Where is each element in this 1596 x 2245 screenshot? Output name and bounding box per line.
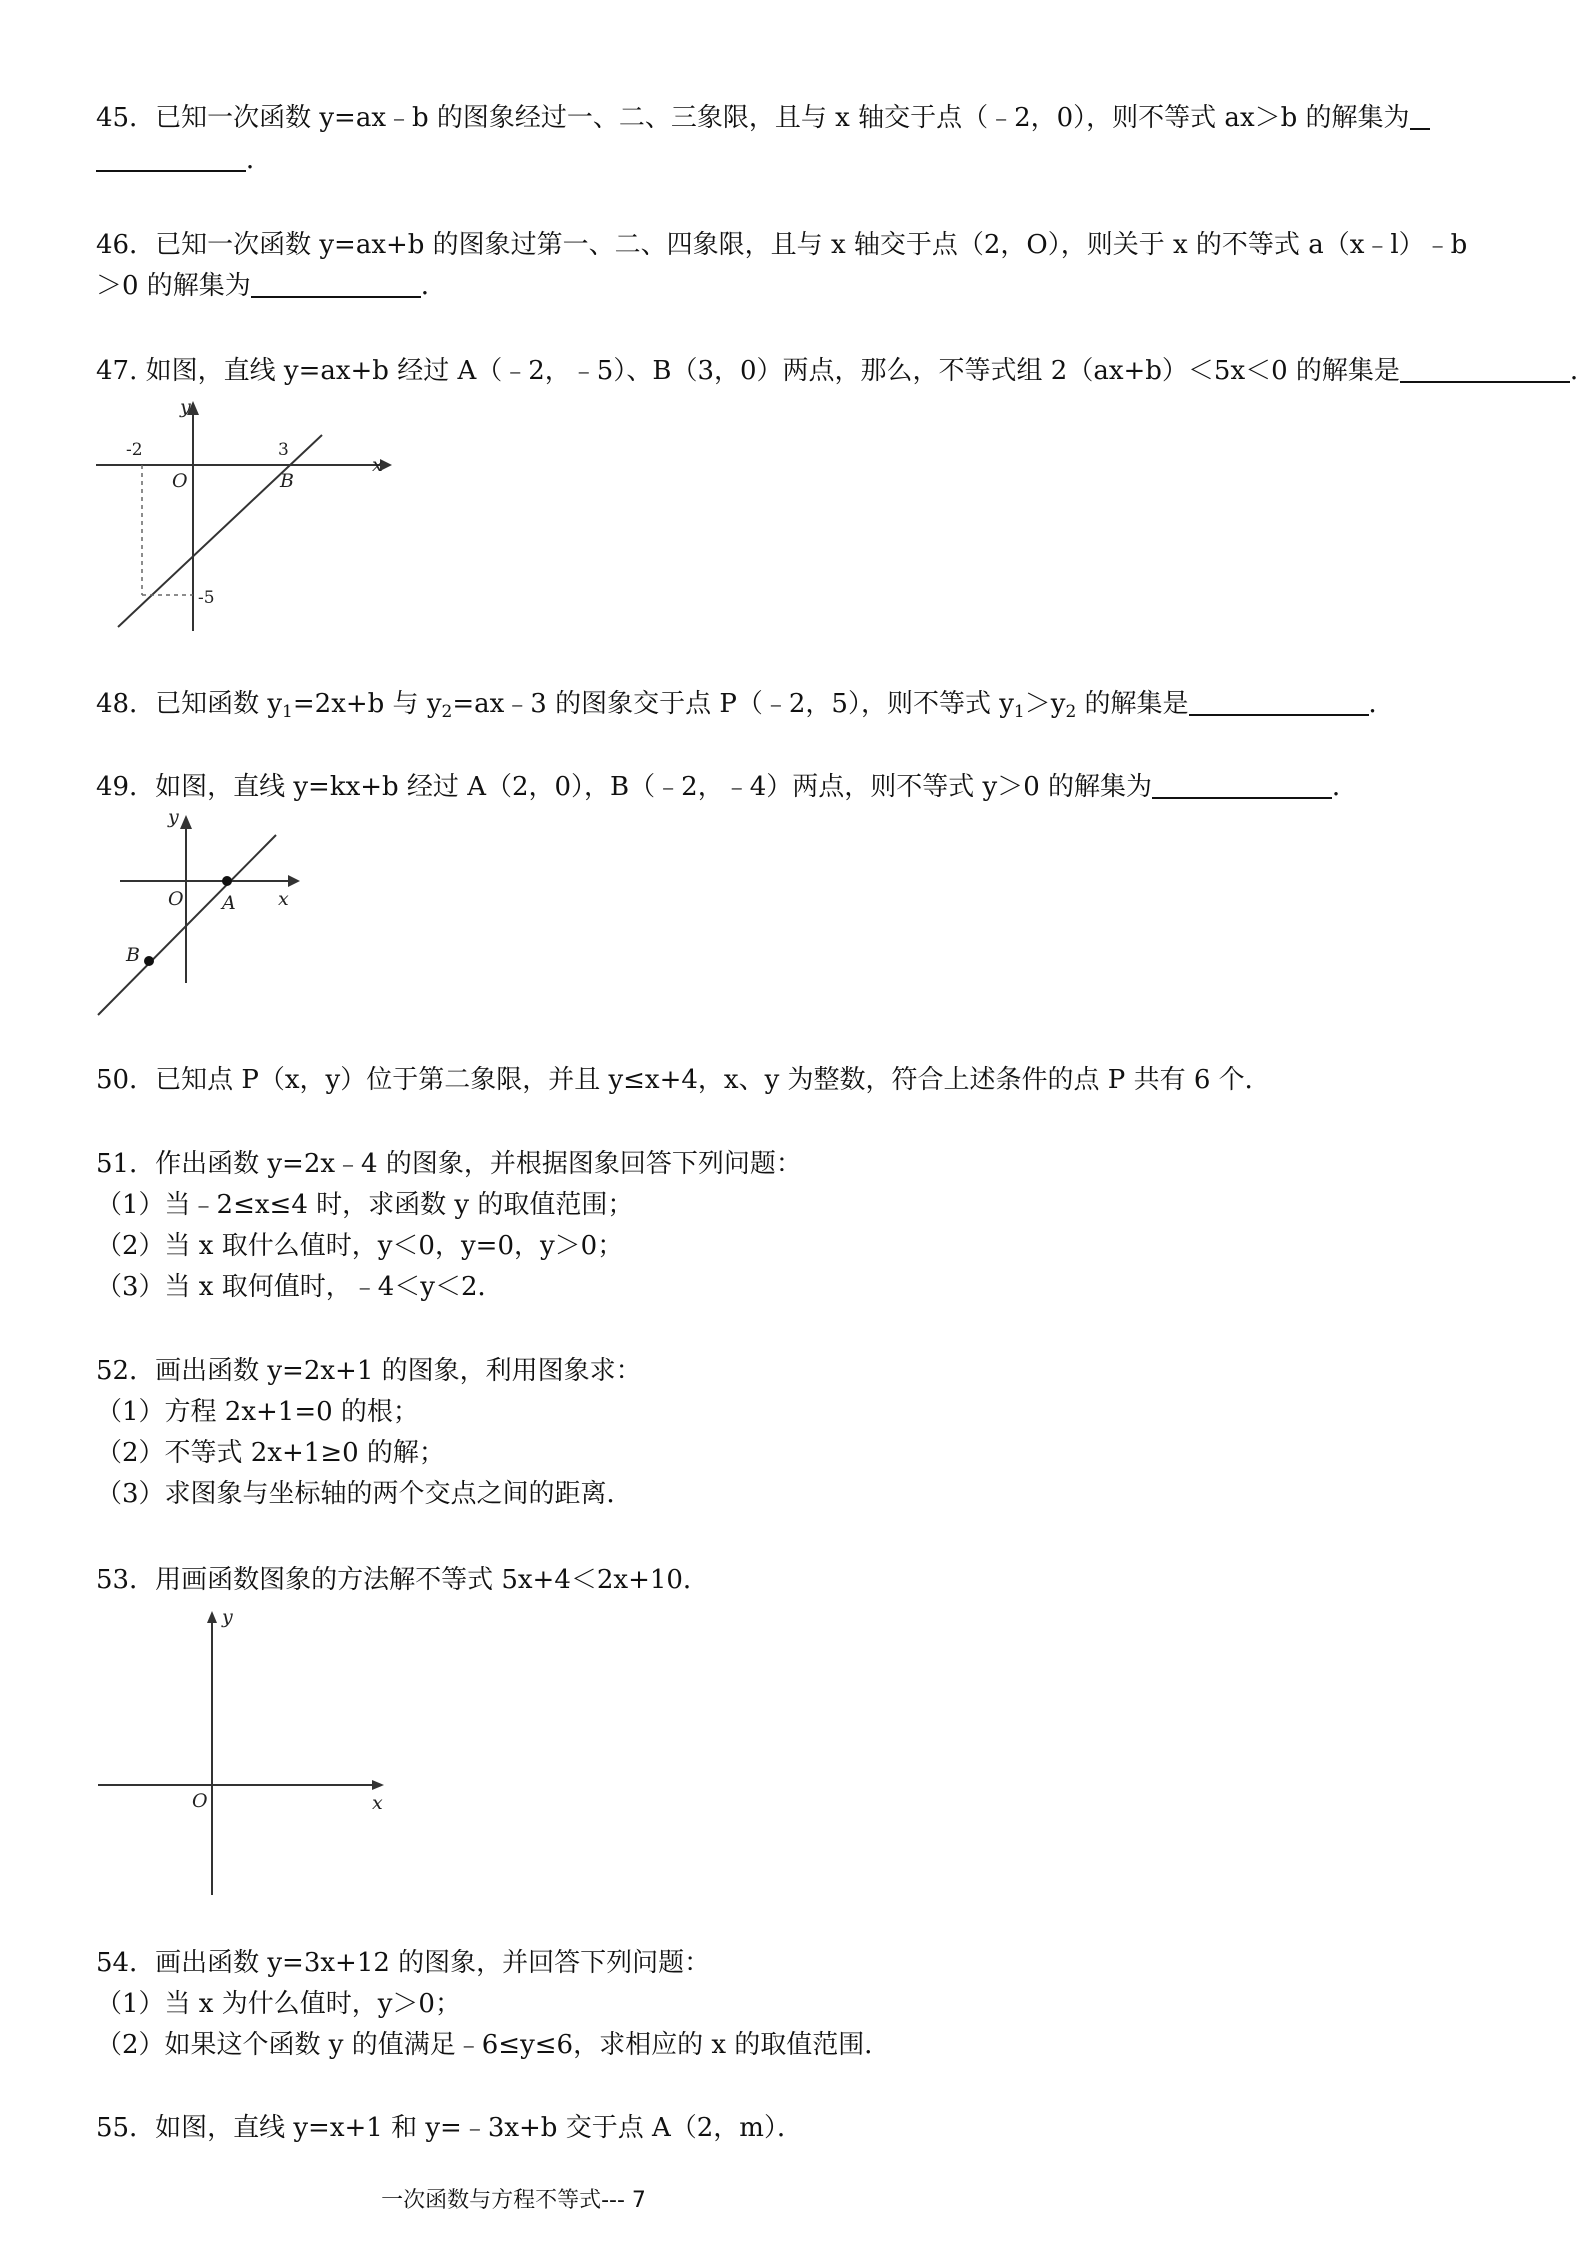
q48-text-4: ＞y <box>1024 689 1066 719</box>
q51-item-2 <box>96 1229 623 1263</box>
q48-sub-4: 2 <box>1065 702 1077 722</box>
q49-x-label: x <box>278 888 289 910</box>
q54-text: 54．画出函数 y=3x+12 的图象，并回答下列问题： <box>96 1948 711 1978</box>
q52-item-3-text: （3）求图象与坐标轴的两个交点之间的距离． <box>96 1479 633 1509</box>
q48-text-5: 的解集是 <box>1076 689 1189 719</box>
q47-y-label: y <box>180 396 191 418</box>
q53-text: 53．用画函数图象的方法解不等式 5x+4＜2x+10． <box>96 1565 709 1595</box>
page-footer: 一次函数与方程不等式--- 7 <box>381 2188 646 2213</box>
q46-answer-blank[interactable] <box>251 270 421 298</box>
q52-item-2-text: （2）不等式 2x+1≥0 的解； <box>96 1438 445 1468</box>
q49-x-arrow-icon <box>288 875 300 887</box>
q48-end: ． <box>1368 689 1395 719</box>
q48-sub-3: 1 <box>1013 702 1025 722</box>
q51-text: 51．作出函数 y=2x﹣4 的图象，并根据图象回答下列问题： <box>96 1149 802 1179</box>
q45-end: ． <box>246 145 273 175</box>
q47-end: ． <box>1569 356 1596 386</box>
q54-item-2 <box>96 2028 890 2062</box>
q48-sub-1: 1 <box>282 702 293 722</box>
q53-x-label: x <box>372 1792 383 1814</box>
q52-text: 52．画出函数 y=2x+1 的图象，利用图象求： <box>96 1356 642 1386</box>
q47-line <box>96 354 1596 388</box>
q55-text: 55．如图，直线 y=x+1 和 y=﹣3x+b 交于点 A（2，m）． <box>96 2113 803 2143</box>
q46-text: 46．已知一次函数 y=ax+b 的图象过第一、二、四象限，且与 x 轴交于点（2，O），则关于 x 的不等式 a（x﹣l）﹣b <box>96 230 1468 260</box>
q47-x-label: x <box>372 454 383 476</box>
q49-y-arrow-icon <box>180 815 192 829</box>
q47-tick-neg2: -2 <box>126 440 143 460</box>
q48-text-3: =ax﹣3 的图象交于点 P（﹣2，5），则不等式 y <box>452 689 1014 719</box>
q49-answer-blank[interactable] <box>1152 771 1332 799</box>
q47-tick-3: 3 <box>278 440 289 460</box>
q51-item-3-text: （3）当 x 取何值时，﹣4＜y＜2． <box>96 1272 504 1302</box>
q50-text: 50．已知点 P（x，y）位于第二象限，并且 y≤x+4，x、y 为整数，符合上述条件的点 P 共有 6 个． <box>96 1065 1271 1095</box>
q53-origin-label: O <box>192 1790 208 1812</box>
q48-line <box>96 687 1395 721</box>
q49-point-a-label: A <box>222 892 236 914</box>
q46-line1 <box>96 228 1467 262</box>
q52-item-3 <box>96 1477 633 1511</box>
q45-answer-blank[interactable] <box>96 144 246 172</box>
q48-text-2: =2x+b 与 y <box>292 689 442 719</box>
q54-title <box>96 1946 710 1980</box>
q45-text: 45．已知一次函数 y=ax﹣b 的图象经过一、二、三象限，且与 x 轴交于点（﹣2，0），则不等式 ax＞b 的解集为 <box>96 103 1410 133</box>
q47-text: 47. 如图，直线 y=ax+b 经过 A（﹣2，﹣5）、B（3，0）两点，那么，不等式组 2（ax+b）＜5x＜0 的解集是 <box>96 356 1400 386</box>
q49-y-label: y <box>168 806 179 828</box>
q51-item-1 <box>96 1188 633 1222</box>
q53-x-arrow-icon <box>372 1780 384 1790</box>
q49-line <box>96 770 1358 804</box>
q51-item-3 <box>96 1270 504 1304</box>
q45-line2 <box>96 143 272 177</box>
q48-answer-blank[interactable] <box>1189 688 1369 716</box>
q51-item-2-text: （2）当 x 取什么值时，y＜0，y=0，y＞0； <box>96 1231 624 1261</box>
q47-figure <box>90 395 410 635</box>
q49-end: ． <box>1332 772 1359 802</box>
q45-line1 <box>96 101 1430 135</box>
q49-point-b-label: B <box>126 944 140 966</box>
q49-point-b <box>144 956 154 966</box>
q51-title <box>96 1147 802 1181</box>
q47-tick-neg5: -5 <box>198 588 215 608</box>
q52-item-1-text: （1）方程 2x+1=0 的根； <box>96 1397 419 1427</box>
q52-item-1 <box>96 1395 419 1429</box>
q53-title <box>96 1563 709 1597</box>
q54-item-1-text: （1）当 x 为什么值时，y＞0； <box>96 1989 461 2019</box>
q49-point-a <box>222 876 232 886</box>
q52-title <box>96 1354 642 1388</box>
q53-y-label: y <box>222 1606 233 1628</box>
q46-end: ． <box>420 271 447 301</box>
q46-line2 <box>96 269 447 303</box>
q54-item-1 <box>96 1987 461 2021</box>
q48-text-1: 48．已知函数 y <box>96 689 283 719</box>
q51-item-1-text: （1）当﹣2≤x≤4 时，求函数 y 的取值范围； <box>96 1190 634 1220</box>
q53-figure <box>90 1605 400 1900</box>
q49-origin-label: O <box>168 888 184 910</box>
q53-y-arrow-icon <box>207 1611 217 1623</box>
q45-answer-blank-start[interactable] <box>1410 102 1430 130</box>
q49-text: 49．如图，直线 y=kx+b 经过 A（2，0），B（﹣2，﹣4）两点，则不等式 y＞0 的解集为 <box>96 772 1153 802</box>
q47-answer-blank[interactable] <box>1400 355 1570 383</box>
q48-sub-2: 2 <box>441 702 453 722</box>
q47-origin-label: O <box>172 470 188 492</box>
q55-title <box>96 2111 803 2145</box>
q52-item-2 <box>96 1436 445 1470</box>
q46-text2: ＞0 的解集为 <box>96 271 251 301</box>
q49-figure <box>90 805 320 1020</box>
q47-point-b-label: B <box>280 470 294 492</box>
q47-line-graph <box>118 435 322 627</box>
q50-line <box>96 1063 1271 1097</box>
q54-item-2-text: （2）如果这个函数 y 的值满足﹣6≤y≤6，求相应的 x 的取值范围． <box>96 2030 891 2060</box>
